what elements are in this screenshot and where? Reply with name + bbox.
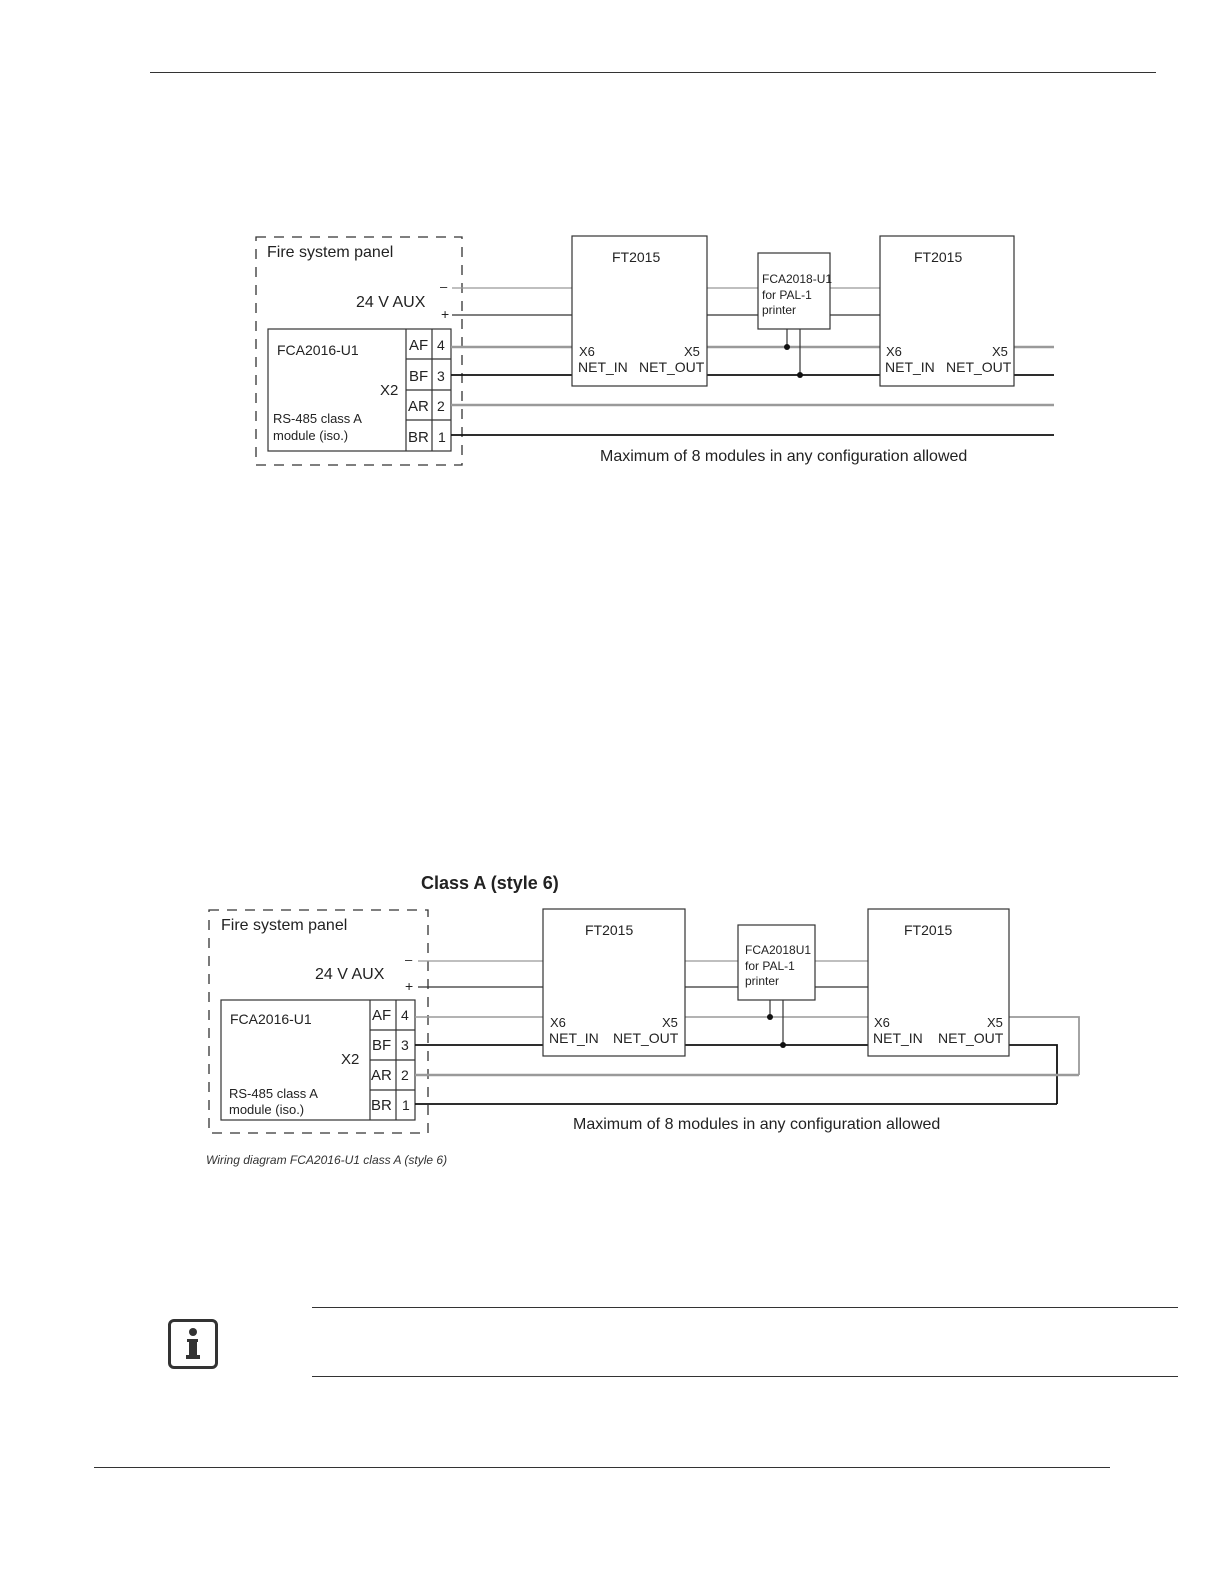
terminal-name: AF [372,1007,392,1024]
ft-out-label: NET_OUT [946,359,1012,375]
ft-out-label: NET_OUT [613,1030,679,1046]
terminal-name: AR [371,1067,392,1084]
ft-out-port: X5 [662,1015,678,1030]
ft-in-label: NET_IN [578,359,628,375]
printer-line-3: printer [762,303,797,317]
figure-caption: Wiring diagram FCA2016-U1 class A (style 6) [206,1153,448,1167]
ft2015-right-name: FT2015 [904,922,953,938]
panel-title: Fire system panel [221,917,348,934]
ft2015-left-name: FT2015 [585,922,634,938]
module-desc-1: RS-485 class A [273,411,362,426]
terminal-pin: 2 [437,398,445,414]
terminal-name: BF [409,368,429,385]
ft2015-right-name: FT2015 [914,249,963,265]
printer-line-2: for PAL-1 [762,288,812,302]
wiring-diagram-1 [0,0,1225,520]
max-modules-note: Maximum of 8 modules in any configuration allowed [600,448,968,465]
ft-in-label: NET_IN [885,359,935,375]
panel-title: Fire system panel [267,244,394,261]
printer-line-1: FCA2018-U1 [762,272,833,286]
terminal-pin: 4 [437,337,445,353]
junction-dot [780,1042,786,1048]
terminal-pin: 2 [401,1067,409,1083]
ft-out-port: X5 [684,344,700,359]
ft-out-label: NET_OUT [639,359,705,375]
max-modules-note: Maximum of 8 modules in any configuration allowed [573,1116,941,1133]
supply-minus: – [405,952,413,967]
module-desc-2: module (iso.) [229,1102,305,1117]
note-top-rule [312,1307,1178,1308]
junction-dot [797,372,803,378]
ft-in-port: X6 [874,1015,890,1030]
supply-plus: + [405,978,414,994]
supply-label: 24 V AUX [315,966,385,983]
module-name: FCA2016-U1 [230,1011,312,1027]
ft-out-port: X5 [992,344,1008,359]
terminal-name: BR [408,429,429,446]
ft2015-left-name: FT2015 [612,249,661,265]
terminal-name: BF [372,1037,392,1054]
module-desc-1: RS-485 class A [229,1086,318,1101]
connector-label: X2 [380,382,399,399]
module-desc-2: module (iso.) [273,428,349,443]
wire-af-return [1009,1017,1079,1075]
supply-label: 24 V AUX [356,294,426,311]
terminal-pin: 3 [437,368,445,384]
supply-minus: – [440,279,448,294]
ft-out-port: X5 [987,1015,1003,1030]
terminal-name: AR [408,398,429,415]
ft-in-label: NET_IN [549,1030,599,1046]
terminal-name: AF [409,337,429,354]
info-icon [168,1319,218,1369]
supply-plus: + [441,306,450,322]
printer-line-1: FCA2018U1 [745,943,812,957]
printer-line-3: printer [745,974,780,988]
junction-dot [767,1014,773,1020]
terminal-pin: 3 [401,1037,409,1053]
ft-in-port: X6 [550,1015,566,1030]
class-a-heading: Class A (style 6) [421,873,559,893]
ft-in-port: X6 [579,344,595,359]
connector-label: X2 [341,1051,360,1068]
note-bottom-rule [312,1376,1178,1377]
ft-in-label: NET_IN [873,1030,923,1046]
footer-rule [94,1467,1110,1468]
printer-line-2: for PAL-1 [745,959,795,973]
terminal-pin: 1 [402,1097,410,1113]
junction-dot [784,344,790,350]
terminal-name: BR [371,1097,392,1114]
ft-in-port: X6 [886,344,902,359]
terminal-pin: 1 [438,429,446,445]
ft-out-label: NET_OUT [938,1030,1004,1046]
terminal-pin: 4 [401,1007,409,1023]
module-name: FCA2016-U1 [277,342,359,358]
wiring-diagram-2 [0,860,1225,1190]
